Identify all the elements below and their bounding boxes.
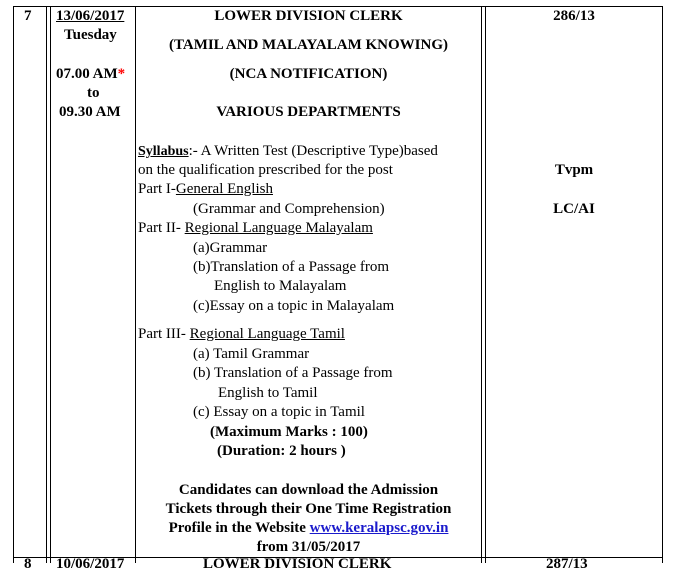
part3-item-a: (a) Tamil Grammar: [193, 346, 310, 362]
part2-item-c: (c)Essay on a topic in Malayalam: [193, 298, 395, 314]
part2-item-b: (b)Translation of a Passage from: [193, 259, 390, 275]
exam-time-end: 09.30 AM: [59, 104, 121, 120]
exam-date: 13/06/2017: [56, 8, 125, 24]
part3-item-c: (c) Essay on a topic in Tamil: [193, 404, 365, 420]
duration: (Duration: 2 hours ): [217, 443, 346, 459]
part2-item-b-cont: English to Malayalam: [214, 278, 347, 294]
part1-heading: Part I-General English: [138, 181, 273, 197]
notice-line-1: Candidates can download the Admission: [178, 482, 439, 498]
exam-time-to: to: [87, 85, 100, 101]
post-title: LOWER DIVISION CLERK: [214, 8, 403, 24]
part3-item-b-cont: English to Tamil: [218, 385, 318, 401]
post-departments: VARIOUS DEPARTMENTS: [216, 104, 401, 120]
next-category-number: 287/13: [546, 556, 588, 572]
exam-centre: Tvpm: [554, 162, 594, 178]
col-divider-date-post: [50, 6, 51, 563]
notice-line-2: Tickets through their One Time Registration: [165, 501, 452, 517]
col-divider-post-centre-a: [135, 6, 136, 563]
exam-day: Tuesday: [64, 27, 117, 43]
table-left-border: [13, 6, 14, 563]
syllabus-intro-cont: on the qualification prescribed for the post: [138, 162, 393, 178]
exam-centre-type: LC/AI: [553, 201, 595, 217]
post-subtitle-language: (TAMIL AND MALAYALAM KNOWING): [168, 37, 449, 53]
notice-line-4: from 31/05/2017: [256, 539, 361, 555]
part3-item-b: (b) Translation of a Passage from: [193, 365, 393, 381]
syllabus-intro: Syllabus:- A Written Test (Descriptive Type)based: [138, 143, 438, 159]
notice-line-3: Profile in the Website www.keralapsc.gov.in: [168, 520, 449, 536]
col-divider-post-centre-c: [485, 6, 486, 563]
next-exam-date: 10/06/2017: [56, 556, 125, 572]
post-notification: (NCA NOTIFICATION): [229, 66, 388, 82]
table-right-border: [662, 6, 663, 563]
col-divider-serial-date: [46, 6, 47, 563]
next-post-title: LOWER DIVISION CLERK: [203, 556, 392, 572]
serial-number: 7: [24, 8, 32, 24]
next-serial-number: 8: [24, 556, 32, 572]
part2-item-a: (a)Grammar: [193, 240, 268, 256]
part2-heading: Part II- Regional Language Malayalam: [138, 220, 373, 236]
maximum-marks: (Maximum Marks : 100): [210, 424, 368, 440]
part1-item: (Grammar and Comprehension): [193, 201, 385, 217]
exam-time-start: 07.00 AM*: [56, 66, 126, 82]
col-divider-post-centre-b: [481, 6, 482, 563]
website-link[interactable]: www.keralapsc.gov.in: [309, 520, 449, 536]
category-number: 286/13: [553, 8, 595, 24]
part3-heading: Part III- Regional Language Tamil: [138, 326, 345, 342]
syllabus-label: Syllabus: [138, 144, 189, 159]
time-asterisk: *: [117, 66, 126, 82]
